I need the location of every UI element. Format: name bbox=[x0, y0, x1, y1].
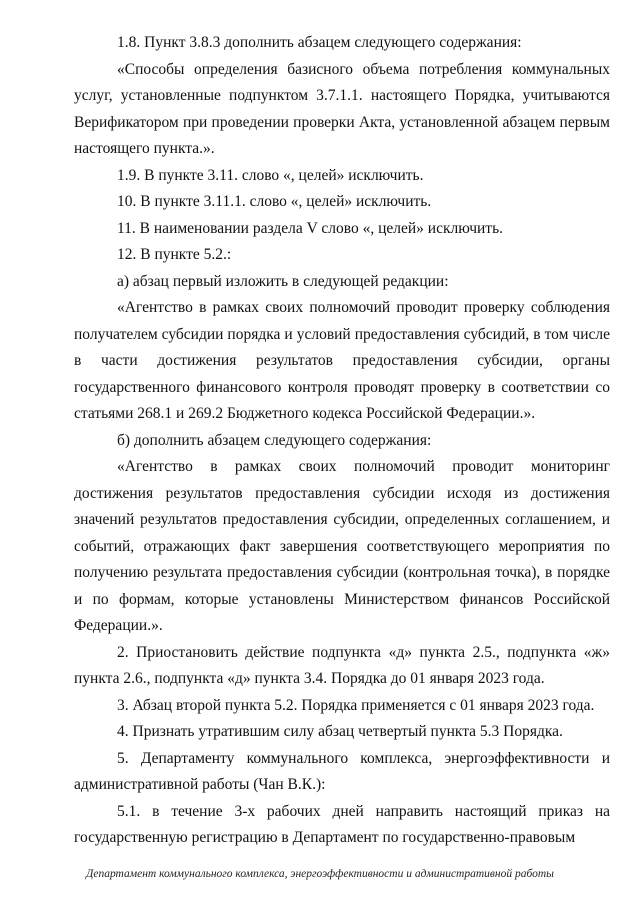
paragraph-12-b: б) дополнить абзацем следующего содержания: bbox=[117, 431, 432, 449]
paragraph-1-9: 1.9. В пункте 3.11. слово «, целей» исключить. bbox=[117, 166, 424, 184]
paragraph-5: 5. Департаменту коммунального комплекса, энергоэффективности и административной работы (Чан В.К.): bbox=[74, 749, 610, 793]
paragraph-10: 10. В пункте 3.11.1. слово «, целей» исключить. bbox=[117, 193, 432, 210]
paragraph-12: 12. В пункте 5.2.: bbox=[117, 246, 232, 263]
paragraph-quote-agency-monitoring: «Агентство в рамках своих полномочий проводит мониторинг достижения результатов предоставления субсидии исходя из достижения значений результатов предоставления субсидии, определенных соглашением, и событий, отражающих факт завершения соответствующего мероприятия по получению результата предоставления субсидии (контрольная точка), в порядке и по формам, которые установлены Министерством финансов Российской Федерации.». bbox=[74, 458, 610, 634]
paragraph-2: 2. Приостановить действие подпункта «д» пункта 2.5., подпункта «ж» пункта 2.6., подпункта «д» пункта 3.4. Порядка до 01 января 2023 года. bbox=[74, 643, 610, 687]
paragraph-quote-agency-inspection: «Агентство в рамках своих полномочий проводит проверку соблюдения получателем субсидии порядка и условий предоставления субсидий, в том числе в части достижения результатов предоставления субсидии, органы государственного финансового контроля проводят проверку в соответствии со статьями 268.1 и 269.2 Бюджетного кодекса Российской Федерации.». bbox=[74, 299, 610, 422]
paragraph-1-8: 1.8. Пункт 3.8.3 дополнить абзацем следующего содержания: bbox=[117, 34, 522, 51]
paragraph-12-a: а) абзац первый изложить в следующей редакции: bbox=[117, 272, 449, 290]
page-footer: Департамент коммунального комплекса, энергоэффективности и административной работы bbox=[86, 868, 554, 880]
paragraph-3: 3. Абзац второй пункта 5.2. Порядка применяется с 01 января 2023 года. bbox=[117, 696, 595, 714]
paragraph-11: 11. В наименовании раздела V слово «, целей» исключить. bbox=[117, 219, 504, 237]
paragraph-4: 4. Признать утратившим силу абзац четвертый пункта 5.3 Порядка. bbox=[117, 723, 563, 740]
paragraph-5-1: 5.1. в течение 3-х рабочих дней направить настоящий приказ на государственную регистрацию в Департамент по государственно-правовым bbox=[74, 802, 610, 846]
paragraph-quote-basis-volume: «Способы определения базисного объема потребления коммунальных услуг, установленные подпунктом 3.7.1.1. настоящего Порядка, учитываются Верификатором при проведении проверки Акта, установленной абзацем первым настоящего пункта.». bbox=[74, 60, 610, 157]
document-body bbox=[74, 30, 610, 852]
